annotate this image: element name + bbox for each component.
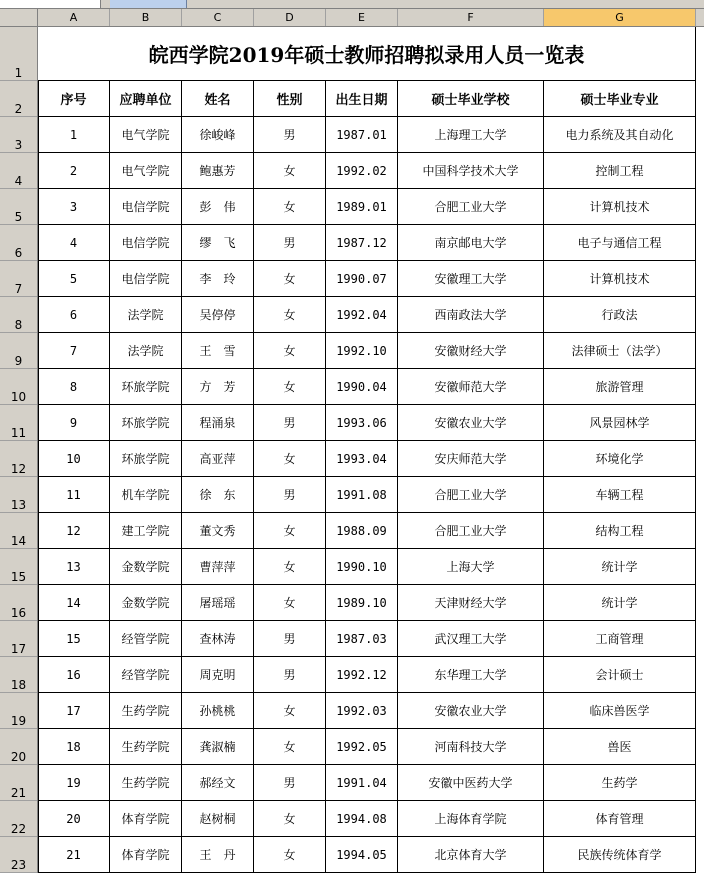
cell-gender[interactable]: 女	[254, 333, 326, 369]
row-header[interactable]	[0, 261, 37, 297]
cell-name[interactable]: 郝经文	[182, 765, 254, 801]
cell-seq[interactable]: 16	[38, 657, 110, 693]
header-gender[interactable]: 性别	[254, 81, 326, 117]
cell-unit[interactable]: 环旅学院	[110, 441, 182, 477]
cell-name[interactable]: 王 雪	[182, 333, 254, 369]
row-header[interactable]	[0, 693, 37, 729]
cell-seq[interactable]: 21	[38, 837, 110, 873]
cell-school[interactable]: 武汉理工大学	[398, 621, 544, 657]
cell-seq[interactable]: 3	[38, 189, 110, 225]
row-number: 15	[10, 570, 27, 584]
cell-seq[interactable]: 14	[38, 585, 110, 621]
column-header-d[interactable]: D	[254, 9, 326, 26]
cell-gender[interactable]: 女	[254, 513, 326, 549]
cell-birth[interactable]: 1994.05	[326, 837, 398, 873]
column-header-bar	[0, 9, 704, 27]
row-header[interactable]	[0, 837, 37, 873]
cell-seq[interactable]: 4	[38, 225, 110, 261]
sheet-title[interactable]: 皖西学院2019年硕士教师招聘拟录用人员一览表	[38, 27, 696, 81]
name-box[interactable]	[0, 0, 101, 8]
cell-unit[interactable]: 电信学院	[110, 189, 182, 225]
row-number: 13	[10, 498, 27, 512]
cell-major[interactable]: 结构工程	[544, 513, 696, 549]
cell-seq[interactable]: 12	[38, 513, 110, 549]
cell-birth[interactable]: 1990.04	[326, 369, 398, 405]
cell-seq[interactable]: 18	[38, 729, 110, 765]
cell-birth[interactable]: 1990.07	[326, 261, 398, 297]
row-header[interactable]	[0, 81, 37, 117]
header-major[interactable]: 硕士毕业专业	[544, 81, 696, 117]
cell-birth[interactable]: 1987.12	[326, 225, 398, 261]
header-birth[interactable]: 出生日期	[326, 81, 398, 117]
cell-gender[interactable]: 男	[254, 405, 326, 441]
cell-name[interactable]: 鲍惠芳	[182, 153, 254, 189]
cell-school[interactable]: 上海体育学院	[398, 801, 544, 837]
cell-unit[interactable]: 电信学院	[110, 225, 182, 261]
row-number: 16	[10, 606, 27, 620]
cell-gender[interactable]: 女	[254, 729, 326, 765]
select-all-corner[interactable]	[0, 9, 38, 26]
cell-seq[interactable]: 17	[38, 693, 110, 729]
cell-name[interactable]: 高亚萍	[182, 441, 254, 477]
row-number: 9	[14, 354, 23, 368]
cell-gender[interactable]: 女	[254, 837, 326, 873]
cell-seq[interactable]: 15	[38, 621, 110, 657]
cell-unit[interactable]: 生药学院	[110, 765, 182, 801]
cell-school[interactable]: 上海大学	[398, 549, 544, 585]
cell-major[interactable]: 计算机技术	[544, 189, 696, 225]
cell-name[interactable]: 李 玲	[182, 261, 254, 297]
cell-birth[interactable]: 1992.02	[326, 153, 398, 189]
cell-birth[interactable]: 1991.04	[326, 765, 398, 801]
column-header-c[interactable]: C	[182, 9, 254, 26]
cell-unit[interactable]: 电气学院	[110, 153, 182, 189]
row-header[interactable]	[0, 801, 37, 837]
spreadsheet-grid	[38, 27, 704, 873]
header-name[interactable]: 姓名	[182, 81, 254, 117]
row-number: 11	[10, 426, 27, 440]
row-number: 5	[14, 210, 23, 224]
header-unit[interactable]: 应聘单位	[110, 81, 182, 117]
cell-school[interactable]: 天津财经大学	[398, 585, 544, 621]
cell-major[interactable]: 电子与通信工程	[544, 225, 696, 261]
formula-bar	[0, 0, 704, 9]
cell-gender[interactable]: 男	[254, 477, 326, 513]
cell-school[interactable]: 上海理工大学	[398, 117, 544, 153]
row-header[interactable]	[0, 441, 37, 477]
cell-school[interactable]: 河南科技大学	[398, 729, 544, 765]
cell-unit[interactable]: 环旅学院	[110, 405, 182, 441]
row-header[interactable]	[0, 297, 37, 333]
cell-gender[interactable]: 女	[254, 441, 326, 477]
cell-seq[interactable]: 6	[38, 297, 110, 333]
cell-birth[interactable]: 1992.12	[326, 657, 398, 693]
row-header[interactable]	[0, 369, 37, 405]
row-number: 21	[10, 786, 27, 800]
cell-seq[interactable]: 1	[38, 117, 110, 153]
cell-gender[interactable]: 男	[254, 657, 326, 693]
cell-major[interactable]: 电力系统及其自动化	[544, 117, 696, 153]
cell-seq[interactable]: 20	[38, 801, 110, 837]
row-number: 19	[10, 714, 27, 728]
cell-major[interactable]: 体育管理	[544, 801, 696, 837]
cell-school[interactable]: 合肥工业大学	[398, 513, 544, 549]
cell-major[interactable]: 临床兽医学	[544, 693, 696, 729]
cell-gender[interactable]: 女	[254, 297, 326, 333]
cell-school[interactable]: 中国科学技术大学	[398, 153, 544, 189]
formula-input[interactable]	[110, 0, 187, 8]
cell-school[interactable]: 南京邮电大学	[398, 225, 544, 261]
cell-unit[interactable]: 电气学院	[110, 117, 182, 153]
row-number: 3	[14, 138, 23, 152]
row-header[interactable]	[0, 405, 37, 441]
cell-name[interactable]: 程涌泉	[182, 405, 254, 441]
cell-school[interactable]: 合肥工业大学	[398, 189, 544, 225]
row-number: 6	[14, 246, 23, 260]
cell-gender[interactable]: 女	[254, 369, 326, 405]
cell-unit[interactable]: 体育学院	[110, 837, 182, 873]
row-header[interactable]	[0, 189, 37, 225]
cell-school[interactable]: 安徽农业大学	[398, 405, 544, 441]
cell-seq[interactable]: 7	[38, 333, 110, 369]
cell-school[interactable]: 东华理工大学	[398, 657, 544, 693]
cell-major[interactable]: 控制工程	[544, 153, 696, 189]
cell-unit[interactable]: 生药学院	[110, 729, 182, 765]
cell-gender[interactable]: 女	[254, 189, 326, 225]
cell-school[interactable]: 西南政法大学	[398, 297, 544, 333]
header-school[interactable]: 硕士毕业学校	[398, 81, 544, 117]
cell-name[interactable]: 缪 飞	[182, 225, 254, 261]
cell-birth[interactable]: 1992.05	[326, 729, 398, 765]
cell-major[interactable]: 生药学	[544, 765, 696, 801]
cell-major[interactable]: 统计学	[544, 585, 696, 621]
cell-gender[interactable]: 男	[254, 621, 326, 657]
cell-unit[interactable]: 法学院	[110, 333, 182, 369]
row-header[interactable]	[0, 333, 37, 369]
row-header-bar	[0, 27, 38, 873]
cell-unit[interactable]: 建工学院	[110, 513, 182, 549]
cell-name[interactable]: 龚淑楠	[182, 729, 254, 765]
cell-gender[interactable]: 男	[254, 117, 326, 153]
cell-birth[interactable]: 1989.01	[326, 189, 398, 225]
row-number: 7	[14, 282, 23, 296]
cell-major[interactable]: 行政法	[544, 297, 696, 333]
cell-school[interactable]: 安庆师范大学	[398, 441, 544, 477]
cell-unit[interactable]: 经管学院	[110, 621, 182, 657]
cell-seq[interactable]: 11	[38, 477, 110, 513]
cell-name[interactable]: 赵树桐	[182, 801, 254, 837]
cell-seq[interactable]: 19	[38, 765, 110, 801]
row-header[interactable]	[0, 729, 37, 765]
cell-name[interactable]: 查林涛	[182, 621, 254, 657]
cell-birth[interactable]: 1994.08	[326, 801, 398, 837]
cell-birth[interactable]: 1993.04	[326, 441, 398, 477]
column-header-b[interactable]: B	[110, 9, 182, 26]
cell-seq[interactable]: 8	[38, 369, 110, 405]
cell-gender[interactable]: 女	[254, 693, 326, 729]
cell-major[interactable]: 会计硕士	[544, 657, 696, 693]
cell-seq[interactable]: 2	[38, 153, 110, 189]
cell-major[interactable]: 民族传统体育学	[544, 837, 696, 873]
header-seq[interactable]: 序号	[38, 81, 110, 117]
cell-name[interactable]: 屠瑶瑶	[182, 585, 254, 621]
cell-seq[interactable]: 10	[38, 441, 110, 477]
row-number: 14	[10, 534, 27, 548]
cell-name[interactable]: 吴停停	[182, 297, 254, 333]
row-header[interactable]	[0, 225, 37, 261]
row-header[interactable]	[0, 621, 37, 657]
cell-birth[interactable]: 1992.03	[326, 693, 398, 729]
cell-birth[interactable]: 1988.09	[326, 513, 398, 549]
cell-school[interactable]: 合肥工业大学	[398, 477, 544, 513]
row-number: 22	[10, 822, 27, 836]
cell-seq[interactable]: 9	[38, 405, 110, 441]
row-number: 12	[10, 462, 27, 476]
cell-school[interactable]: 北京体育大学	[398, 837, 544, 873]
cell-birth[interactable]: 1989.10	[326, 585, 398, 621]
cell-birth[interactable]: 1993.06	[326, 405, 398, 441]
row-number: 20	[10, 750, 27, 764]
cell-gender[interactable]: 男	[254, 765, 326, 801]
row-header[interactable]	[0, 117, 37, 153]
row-number: 2	[14, 102, 23, 116]
cell-unit[interactable]: 机车学院	[110, 477, 182, 513]
row-number: 4	[14, 174, 23, 188]
cell-unit[interactable]: 法学院	[110, 297, 182, 333]
column-header-f[interactable]: F	[398, 9, 544, 26]
cell-major[interactable]: 风景园林学	[544, 405, 696, 441]
row-header[interactable]	[0, 513, 37, 549]
cell-name[interactable]: 彭 伟	[182, 189, 254, 225]
row-number: 1	[14, 66, 23, 80]
column-header-a[interactable]: A	[38, 9, 110, 26]
cell-name[interactable]: 徐 东	[182, 477, 254, 513]
cell-name[interactable]: 王 丹	[182, 837, 254, 873]
cell-school[interactable]: 安徽中医药大学	[398, 765, 544, 801]
row-number: 18	[10, 678, 27, 692]
cell-unit[interactable]: 金数学院	[110, 585, 182, 621]
row-header[interactable]	[0, 657, 37, 693]
cell-birth[interactable]: 1992.10	[326, 333, 398, 369]
row-number: 17	[10, 642, 27, 656]
cell-major[interactable]: 计算机技术	[544, 261, 696, 297]
cell-name[interactable]: 曹萍萍	[182, 549, 254, 585]
cell-major[interactable]: 旅游管理	[544, 369, 696, 405]
cell-birth[interactable]: 1991.08	[326, 477, 398, 513]
cell-major[interactable]: 统计学	[544, 549, 696, 585]
cell-gender[interactable]: 女	[254, 549, 326, 585]
cell-name[interactable]: 孙桃桃	[182, 693, 254, 729]
cell-unit[interactable]: 环旅学院	[110, 369, 182, 405]
cell-gender[interactable]: 女	[254, 585, 326, 621]
cell-birth[interactable]: 1992.04	[326, 297, 398, 333]
cell-school[interactable]: 安徽财经大学	[398, 333, 544, 369]
cell-school[interactable]: 安徽理工大学	[398, 261, 544, 297]
row-number: 23	[10, 858, 27, 872]
cell-major[interactable]: 环境化学	[544, 441, 696, 477]
row-number: 8	[14, 318, 23, 332]
cell-major[interactable]: 工商管理	[544, 621, 696, 657]
cell-gender[interactable]: 女	[254, 153, 326, 189]
cell-unit[interactable]: 体育学院	[110, 801, 182, 837]
cell-school[interactable]: 安徽农业大学	[398, 693, 544, 729]
cell-name[interactable]: 徐峻峰	[182, 117, 254, 153]
row-header[interactable]	[0, 549, 37, 585]
cell-name[interactable]: 董文秀	[182, 513, 254, 549]
cell-unit[interactable]: 金数学院	[110, 549, 182, 585]
cell-unit[interactable]: 电信学院	[110, 261, 182, 297]
row-header[interactable]	[0, 153, 37, 189]
column-header-g[interactable]: G	[544, 9, 696, 26]
cell-school[interactable]: 安徽师范大学	[398, 369, 544, 405]
cell-name[interactable]: 周克明	[182, 657, 254, 693]
row-header[interactable]	[0, 477, 37, 513]
cell-major[interactable]: 法律硕士（法学）	[544, 333, 696, 369]
row-header[interactable]	[0, 585, 37, 621]
cell-major[interactable]: 车辆工程	[544, 477, 696, 513]
cell-major[interactable]: 兽医	[544, 729, 696, 765]
cell-gender[interactable]: 男	[254, 225, 326, 261]
cell-seq[interactable]: 13	[38, 549, 110, 585]
row-number: 10	[10, 390, 27, 404]
column-header-e[interactable]: E	[326, 9, 398, 26]
row-header[interactable]	[0, 765, 37, 801]
cell-birth[interactable]: 1987.03	[326, 621, 398, 657]
cell-gender[interactable]: 女	[254, 261, 326, 297]
cell-seq[interactable]: 5	[38, 261, 110, 297]
cell-unit[interactable]: 生药学院	[110, 693, 182, 729]
cell-gender[interactable]: 女	[254, 801, 326, 837]
cell-birth[interactable]: 1987.01	[326, 117, 398, 153]
cell-birth[interactable]: 1990.10	[326, 549, 398, 585]
cell-name[interactable]: 方 芳	[182, 369, 254, 405]
cell-unit[interactable]: 经管学院	[110, 657, 182, 693]
row-header[interactable]	[0, 27, 37, 81]
